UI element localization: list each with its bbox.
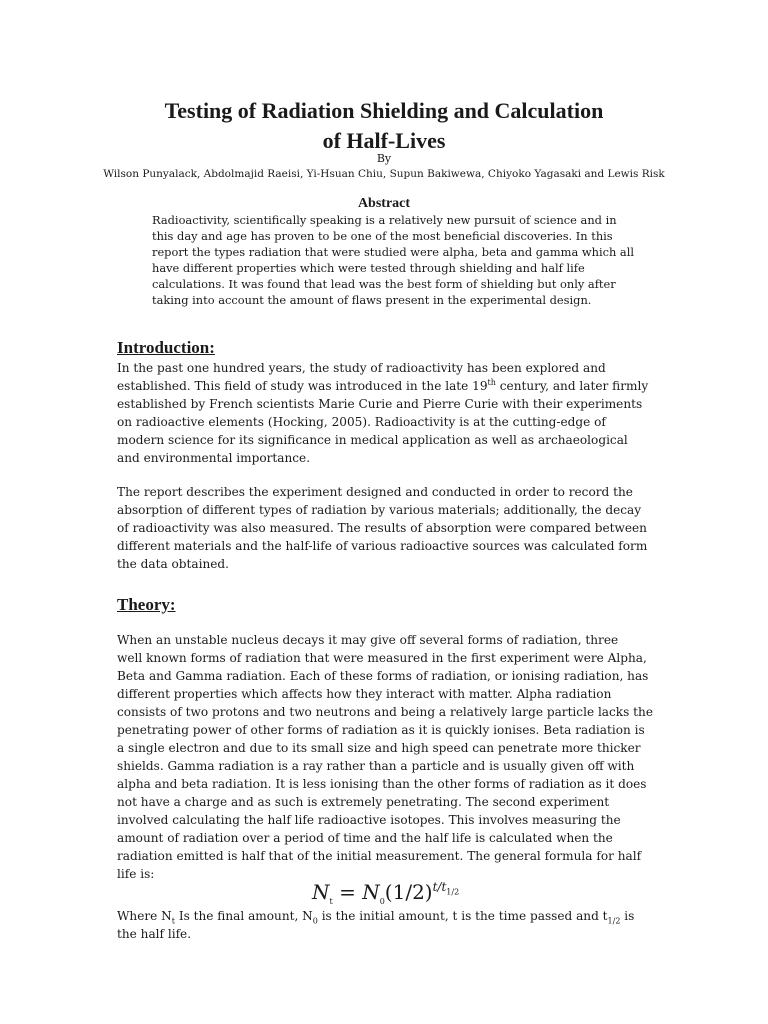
superscript: th bbox=[487, 377, 496, 387]
abstract-line: calculations. It was found that lead was the best form of shielding but only after bbox=[152, 277, 616, 291]
text-line: In the past one hundred years, the study of radioactivity has been explored and bbox=[117, 361, 606, 375]
formula-subscript: t bbox=[329, 897, 333, 906]
text-line: The report describes the experiment designed and conducted in order to record the bbox=[117, 485, 633, 499]
abstract-line: have different properties which were tested through shielding and half life bbox=[152, 261, 585, 275]
abstract-line: this day and age has proven to be one of the most beneficial discoveries. In this bbox=[152, 229, 613, 243]
text-line: the data obtained. bbox=[117, 557, 230, 571]
text-fragment: established. This field of study was introduced in the late 19 bbox=[117, 379, 488, 393]
text-line: established by French scientists Marie Curie and Pierre Curie with their experiments bbox=[117, 397, 643, 411]
text-line: well known forms of radiation that were measured in the first experiment were Alpha, bbox=[117, 651, 647, 665]
text-line: When an unstable nucleus decays it may give off several forms of radiation, three bbox=[117, 633, 619, 647]
text-line: the half life. bbox=[117, 927, 192, 941]
text-line bbox=[117, 907, 657, 925]
text-fragment: is bbox=[620, 909, 635, 923]
formula-subscript: 0 bbox=[379, 897, 385, 906]
text-fragment: Where N bbox=[117, 909, 172, 923]
text-line: shields. Gamma radiation is a ray rather than a particle and is usually given off with bbox=[117, 759, 635, 773]
paper-title bbox=[100, 96, 668, 156]
formula-exponent-sub: 1/2 bbox=[446, 887, 460, 897]
formula-exponent-var: t/t bbox=[432, 880, 447, 895]
formula-symbol: N bbox=[312, 880, 330, 904]
text-line: and environmental importance. bbox=[117, 451, 311, 465]
subscript: 0 bbox=[312, 916, 318, 926]
text-line: life is: bbox=[117, 867, 155, 881]
formula-symbol: N bbox=[362, 880, 380, 904]
abstract-line: taking into account the amount of flaws present in the experimental design. bbox=[152, 293, 592, 307]
text-line: penetrating power of other forms of radiation as it is quickly ionises. Beta radiation is bbox=[117, 723, 645, 737]
abstract-line: report the types radiation that were studied were alpha, beta and gamma which all bbox=[152, 245, 634, 259]
text-line: absorption of different types of radiation by various materials; additionally, the decay bbox=[117, 503, 642, 517]
by-label: By bbox=[376, 152, 392, 165]
introduction-paragraph-1 bbox=[117, 359, 657, 467]
authors: Wilson Punyalack, Abdolmajid Raeisi, Yi-Hsuan Chiu, Supun Bakiwewa, Chiyoko Yagasaki and Lewis Risk bbox=[103, 168, 665, 180]
text-line bbox=[117, 377, 657, 395]
theory-paragraph bbox=[117, 631, 657, 883]
text-fragment: century, and later firmly bbox=[495, 379, 649, 393]
introduction-heading: Introduction: bbox=[117, 338, 215, 357]
text-line: radiation emitted is half that of the initial measurement. The general formula for half bbox=[117, 849, 642, 863]
text-line: on radioactive elements (Hocking, 2005). Radioactivity is at the cutting-edge of bbox=[117, 415, 606, 429]
subscript: 1/2 bbox=[607, 916, 621, 926]
text-line: modern science for its significance in medical application as well as archaeological bbox=[117, 433, 628, 447]
formula-exponent bbox=[432, 880, 460, 897]
text-line: Beta and Gamma radiation. Each of these forms of radiation, or ionising radiation, has bbox=[117, 669, 649, 683]
text-fragment: is the initial amount, t is the time passed and t bbox=[317, 909, 608, 923]
subscript: t bbox=[171, 916, 175, 926]
theory-heading: Theory: bbox=[117, 595, 176, 614]
title-line-2: of Half-Lives bbox=[322, 128, 446, 153]
formula-explanation bbox=[117, 907, 657, 943]
text-line: involved calculating the half life radioactive isotopes. This involves measuring the bbox=[117, 813, 621, 827]
formula-base: (1/2) bbox=[384, 880, 433, 904]
text-line: different properties which affects how they interact with matter. Alpha radiation bbox=[117, 687, 612, 701]
text-fragment: Is the final amount, N bbox=[174, 909, 313, 923]
text-line: different materials and the half-life of various radioactive sources was calculated form bbox=[117, 539, 648, 553]
half-life-formula bbox=[312, 878, 459, 906]
text-line: consists of two protons and two neutrons and being a relatively large particle lacks the bbox=[117, 705, 653, 719]
text-line: a single electron and due to its small size and high speed can penetrate more thicker bbox=[117, 741, 641, 755]
introduction-paragraph-2 bbox=[117, 483, 657, 573]
abstract-heading: Abstract bbox=[357, 196, 411, 211]
text-line: amount of radiation over a period of time and the half life is calculated when the bbox=[117, 831, 613, 845]
title-line-1: Testing of Radiation Shielding and Calculation bbox=[164, 98, 604, 123]
text-line: alpha and beta radiation. It is less ionising than the other forms of radiation as it does bbox=[117, 777, 647, 791]
abstract-body bbox=[152, 212, 634, 308]
formula-equals: = bbox=[332, 880, 363, 904]
abstract-line: Radioactivity, scientifically speaking is a relatively new pursuit of science and in bbox=[152, 213, 617, 227]
text-line: of radioactivity was also measured. The results of absorption were compared between bbox=[117, 521, 647, 535]
text-line: not have a charge and as such is extremely penetrating. The second experiment bbox=[117, 795, 610, 809]
